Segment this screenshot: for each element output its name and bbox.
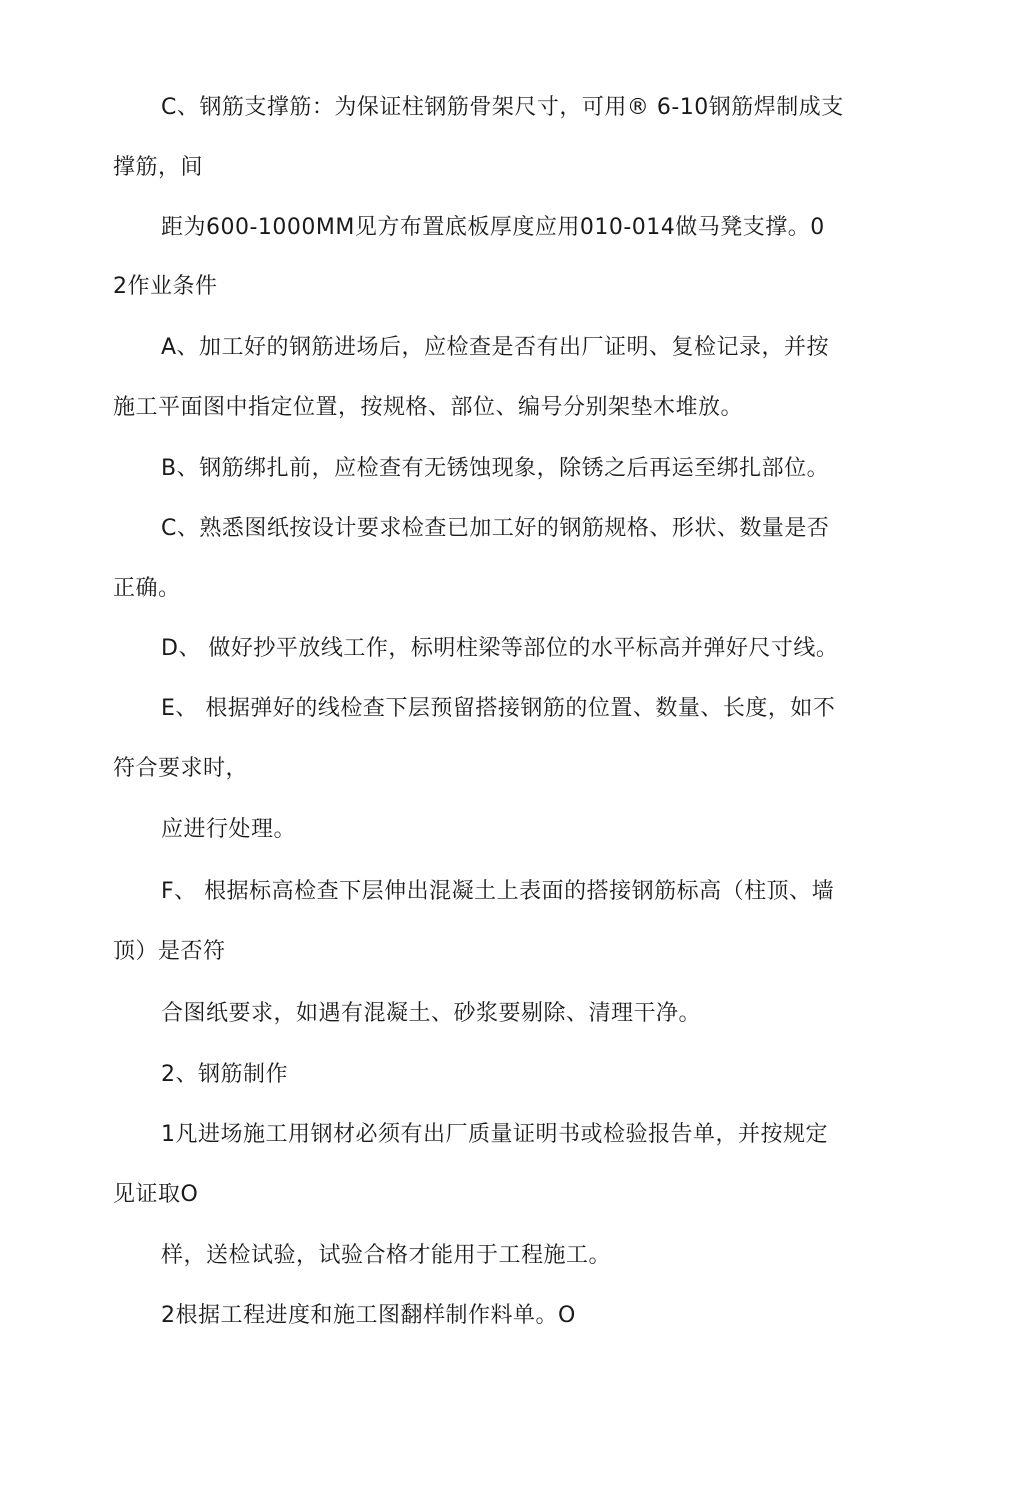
text-line: C、钢筋支撑筋：为保证柱钢筋骨架尺寸，可用® 6-10钢筋焊制成支	[161, 95, 844, 120]
text-line: E、 根据弹好的线检查下层预留搭接钢筋的位置、数量、长度，如不	[161, 696, 836, 721]
text-line: B、钢筋绑扎前，应检查有无锈蚀现象，除锈之后再运至绑扎部位。	[161, 456, 830, 481]
text-line: D、 做好抄平放线工作，标明柱梁等部位的水平标高并弹好尺寸线。	[161, 636, 839, 661]
text-line: 2根据工程进度和施工图翻样制作料单。O	[161, 1303, 576, 1328]
text-line: 2作业条件	[113, 274, 218, 299]
text-line: 撑筋，间	[113, 155, 204, 180]
text-line: C、熟悉图纸按设计要求检查已加工好的钢筋规格、形状、数量是否	[161, 516, 830, 541]
text-line: A、加工好的钢筋进场后，应检查是否有出厂证明、复检记录，并按	[161, 335, 830, 360]
text-line: 符合要求时，	[113, 756, 249, 781]
text-line: 应进行处理。	[161, 817, 297, 842]
text-line: 见证取O	[113, 1182, 199, 1207]
text-line: 样，送检试验，试验合格才能用于工程施工。	[161, 1243, 612, 1268]
text-line: 1凡进场施工用钢材必须有出厂质量证明书或检验报告单，并按规定	[161, 1122, 828, 1147]
text-line: 2、钢筋制作	[161, 1062, 288, 1087]
text-line: 合图纸要求，如遇有混凝土、砂浆要剔除、清理干净。	[161, 1001, 702, 1026]
text-line: 正确。	[113, 576, 181, 601]
text-line: 距为600-1000MM见方布置底板厚度应用010-014做马凳支撑。0	[161, 215, 825, 240]
text-line: 顶）是否符	[113, 939, 226, 964]
text-line: 施工平面图中指定位置，按规格、部位、编号分别架垫木堆放。	[113, 395, 744, 420]
text-line: F、 根据标高检查下层伸出混凝土上表面的搭接钢筋标高（柱顶、墙	[161, 879, 835, 904]
